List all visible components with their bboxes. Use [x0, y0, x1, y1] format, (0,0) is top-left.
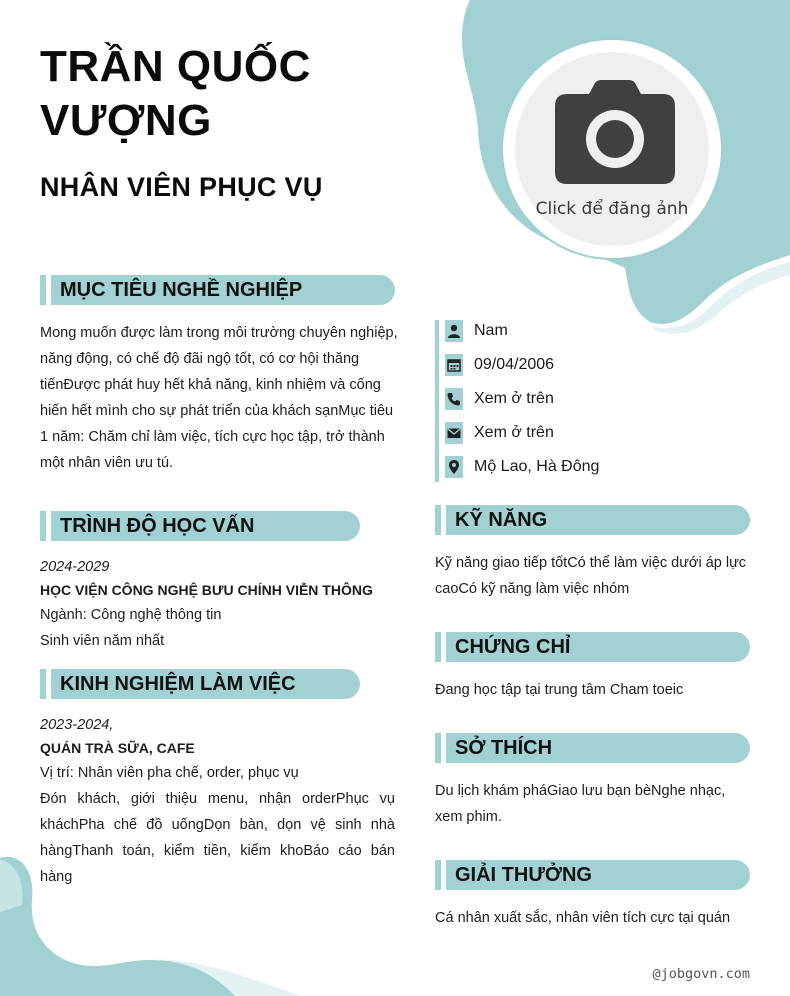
education-major: Ngành: Công nghệ thông tin: [40, 607, 222, 623]
education-note: Sinh viên năm nhất: [40, 633, 165, 649]
hobbies-heading: SỞ THÍCH: [435, 733, 750, 763]
awards-heading: GIẢI THƯỞNG: [435, 860, 750, 890]
email-icon: [445, 422, 463, 444]
calendar-icon: [445, 354, 463, 376]
skills-text: Kỹ năng giao tiếp tốtCó thể làm việc dưới áp lực caoCó kỹ năng làm việc nhóm: [435, 555, 747, 597]
person-icon: [445, 320, 463, 342]
experience-description: Đón khách, giới thiệu menu, nhận orderPhục vụ kháchPha chế đồ uốngDọn bàn, dọn vệ sinh nhà hàngThanh toán, kiểm tiền, kiểm khoBáo cáo bán hàng: [40, 791, 395, 885]
hobbies-text: Du lịch khám pháGiao lưu bạn bèNghe nhạc, xem phim.: [435, 783, 726, 825]
candidate-name: TRẦN QUỐC VƯỢNG: [40, 42, 311, 145]
objective-text: Mong muốn được làm trong môi trường chuyên nghiệp, năng động, có chế độ đãi ngộ tốt, có cơ hội thăng tiếnĐược phát huy hết khả năng, kinh nhiệm và cống hiến hết mình cho sự phát triển của khách sạnMục tiêu 1 năm: Chăm chỉ làm việc, tích cực học tập, trở thành một nhân viên ưu tú.: [40, 325, 398, 471]
experience-period: 2023-2024,: [40, 717, 114, 733]
certificates-heading: CHỨNG CHỈ: [435, 632, 750, 662]
experience-company: QUÁN TRÀ SỮA, CAFE: [40, 740, 195, 756]
info-divider: [435, 320, 439, 482]
skills-heading: KỸ NĂNG: [435, 505, 750, 535]
job-title: NHÂN VIÊN PHỤC VỤ: [40, 172, 323, 202]
location-icon: [445, 456, 463, 478]
camera-icon: [555, 80, 675, 184]
experience-position: Vị trí: Nhân viên pha chế, order, phục vụ: [40, 765, 299, 781]
education-heading: TRÌNH ĐỘ HỌC VẤN: [40, 511, 360, 541]
certificates-text: Đang học tập tại trung tâm Cham toeic: [435, 682, 684, 698]
watermark: @jobgovn.com: [652, 966, 750, 982]
awards-text: Cá nhân xuất sắc, nhân viên tích cực tại quán: [435, 910, 731, 926]
photo-upload[interactable]: [501, 38, 723, 260]
objective-heading: MỤC TIÊU NGHỀ NGHIỆP: [40, 275, 395, 305]
education-school: HỌC VIỆN CÔNG NGHỆ BƯU CHÍNH VIỄN THÔNG: [40, 582, 373, 598]
experience-heading: KINH NGHIỆM LÀM VIỆC: [40, 669, 360, 699]
education-period: 2024-2029: [40, 559, 110, 575]
phone-icon: [445, 388, 463, 410]
photo-upload-label: Click để đăng ảnh: [535, 199, 689, 219]
